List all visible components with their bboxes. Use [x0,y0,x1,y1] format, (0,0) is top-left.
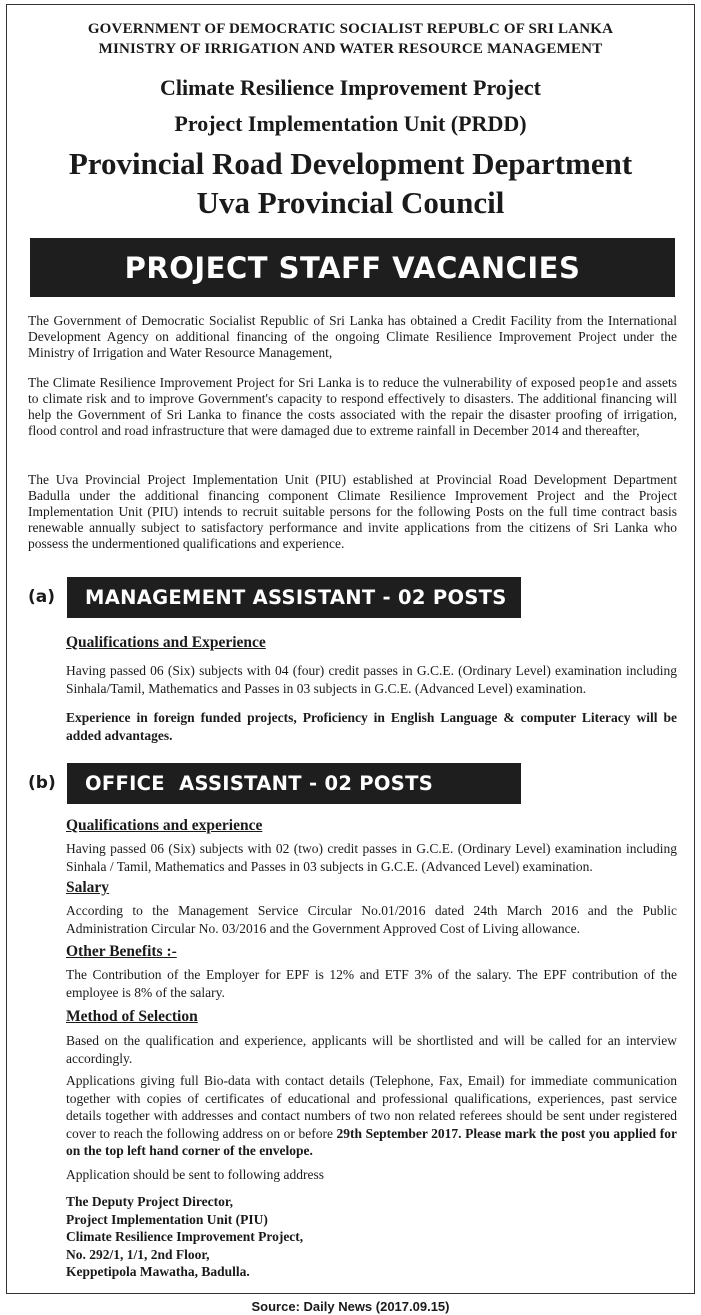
section-a-title-bar: MANAGEMENT ASSISTANT - 02 POSTS [67,577,521,618]
address-line-4: No. 292/1, 1/1, 2nd Floor, [66,1246,210,1262]
section-a-letter: (a) [28,587,56,607]
header-ministry: MINISTRY OF IRRIGATION AND WATER RESOURCE MANAGEMENT [98,41,603,57]
section-b-letter: (b) [28,773,56,793]
method-of-selection-heading: Method of Selection [66,1008,198,1025]
section-a-qualifications-text: Having passed 06 (Six) subjects with 04 (four) credit passes in G.C.E. (Ordinary Level) examination including Sinhala/Tamil, Mathematics and Passes in 03 subjects in G.C.E. (Advanced Level) examination. [66,663,677,696]
salary-text: According to the Management Service Circular No.01/2016 dated 24th March 2016 and the Public Administration Circular No. 03/2016 and the Government Approved Cost of Living allowance. [66,903,677,936]
applications-text-regular: Applications giving full Bio-data with contact details (Telephone, Fax, Email) for immediate communication together with copies of certificates of educational and professional qualifications, experiences, past service details together with addresses and contact numbers of two non related referees should be sent under registered cover to reach the following address on or before [66,1073,677,1141]
header-department: Provincial Road Development Department [68,146,633,181]
header-government: GOVERNMENT OF DEMOCRATIC SOCIALIST REPUBLC OF SRI LANKA [87,21,614,37]
intro-paragraph-3: The Uva Provincial Project Implementation Unit (PIU) established at Provincial Road Development Department Badulla under the additional financing component Climate Resilience Improvement Project and the Project Implementation Unit (PIU) intends to recruit suitable persons for the following Posts on the full time contract basis renewable annually subject to satisfactory performance and invite applications from the citizens of Sri Lanka who possess the undermentioned qualifications and experience. [28,472,677,551]
salary-heading: Salary [66,879,110,896]
intro-paragraph-1: The Government of Democratic Socialist Republic of Sri Lanka has obtained a Credit Facility from the International Development Agency on additional financing of the ongoing Climate Resilience Improvement Project under the Ministry of Irrigation and Water Resource Management, [28,313,677,360]
section-b-title-bar: OFFICE ASSISTANT - 02 POSTS [67,763,521,804]
vacancies-banner: PROJECT STAFF VACANCIES [30,238,675,297]
other-benefits-heading: Other Benefits :- [66,943,177,960]
other-benefits-text: The Contribution of the Employer for EPF is 12% and ETF 3% of the salary. The EPF contribution of the employee is 8% of the salary. [66,967,677,1000]
header-unit: Project Implementation Unit (PRDD) [174,111,527,136]
section-b-qualifications-text: Having passed 06 (Six) subjects with 02 (two) credit passes in G.C.E. (Ordinary Level) examination including Sinhala / Tamil, Mathematics and Passes in 03 subjects in G.C.E. (Advanced Level) examination. [66,841,677,874]
section-b-qualifications-heading: Qualifications and experience [66,817,263,834]
address-line-2: Project Implementation Unit (PIU) [66,1211,268,1227]
applications-text [66,1072,677,1160]
section-a-qualifications-heading: Qualifications and Experience [66,634,266,651]
address-line-1: The Deputy Project Director, [66,1194,233,1209]
header-project: Climate Resilience Improvement Project [159,75,541,100]
header-council: Uva Provincial Council [196,185,505,220]
intro-paragraph-2: The Climate Resilience Improvement Project for Sri Lanka is to reduce the vulnerability of exposed peop1e and assets to climate risk and to improve Government's capacity to respond effectively to disasters. The additional financing will help the Government of Sri Lanka to finance the costs associated with the repair the disaster proofing of irrigation, flood control and road infrastructure that were damaged due to extreme rainfall in December 2014 and thereafter, [28,375,677,438]
section-a-advantages-text: Experience in foreign funded projects, Proficiency in English Language & computer Literacy will be added advantages. [66,710,677,743]
address-line-3: Climate Resilience Improvement Project, [66,1229,304,1245]
postal-address [66,1193,303,1281]
applications-deadline-note: 29th September 2017. Please mark the post you applied for on the top left hand corner of the envelope. [66,1125,677,1158]
source-caption: Source: Daily News (2017.09.15) [251,1299,450,1314]
address-line-5: Keppetipola Mawatha, Badulla. [66,1264,250,1280]
address-intro-text: Application should be sent to following address [66,1167,324,1182]
method-of-selection-text: Based on the qualification and experience, applicants will be shortlisted and will be called for an interview accordingly. [66,1033,677,1066]
